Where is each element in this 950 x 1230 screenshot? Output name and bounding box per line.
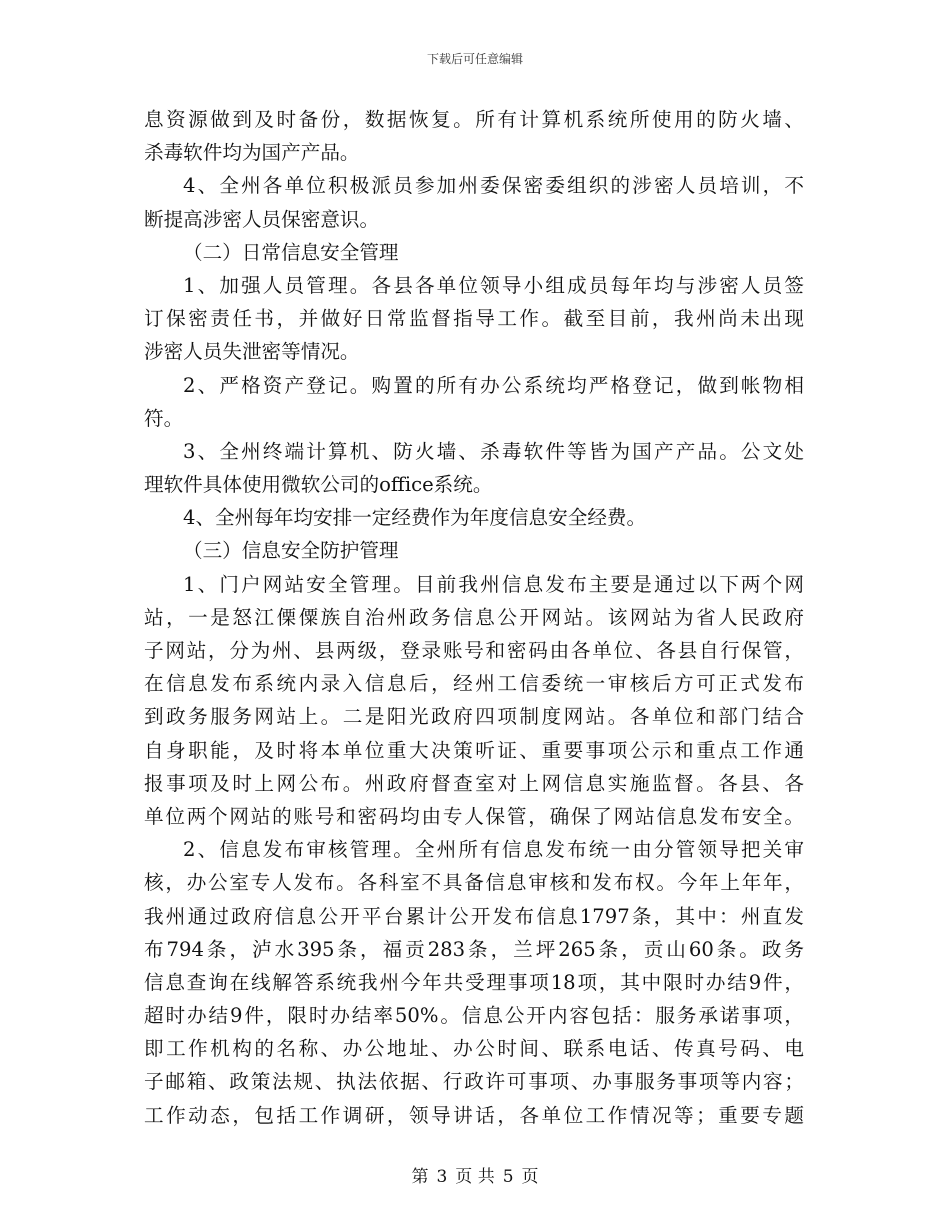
text-line: 符。 [144,406,184,430]
text-line: 单位两个网站的账号和密码均由专人保管，确保了网站信息发布安全。 [144,804,804,828]
section-heading: （三）信息安全防护管理 [183,539,399,563]
text-line: 我州通过政府信息公开平台累计公开发布信息1797条，其中：州直发 [144,904,804,928]
text-line: 自身职能，及时将本单位重大决策听证、重要事项公示和重点工作通 [144,738,804,762]
footer-mid: 页 共 [455,1167,495,1187]
document-body [144,103,804,1132]
page-number: 3 [436,1167,448,1187]
text-line: 4、全州每年均安排一定经费作为年度信息安全经费。 [183,506,647,530]
text-line: 2、信息发布审核管理。全州所有信息发布统一由分管领导把关审 [183,838,804,862]
text-line: 杀毒软件均为国产产品。 [144,141,360,165]
text-line: 4、全州各单位积极派员参加州委保密委组织的涉密人员培训，不 [183,174,804,198]
page-footer [0,1162,950,1187]
footer-suffix: 页 [521,1167,539,1187]
text-line: 到政务服务网站上。二是阳光政府四项制度网站。各单位和部门结合 [144,705,804,729]
page-header: 下载后可任意编辑 [426,52,523,66]
text-line: 核，办公室专人发布。各科室不具备信息审核和发布权。今年上年年， [144,871,804,895]
text-line: 工作动态，包括工作调研，领导讲话，各单位工作情况等；重要专题 [144,1103,804,1127]
footer-prefix: 第 [411,1167,429,1187]
text-line: 3、全州终端计算机、防火墙、杀毒软件等皆为国产产品。公文处 [183,439,804,463]
text-line: 订保密责任书，并做好日常监督指导工作。截至目前，我州尚未出现 [144,307,804,331]
text-line: 1、门户网站安全管理。目前我州信息发布主要是通过以下两个网 [183,572,804,596]
text-line: 2、严格资产登记。购置的所有办公系统均严格登记，做到帐物相 [183,373,804,397]
text-line: 子邮箱、政策法规、执法依据、行政许可事项、办事服务事项等内容； [144,1070,804,1094]
text-line: 信息查询在线解答系统我州今年共受理事项18项，其中限时办结9件， [144,970,804,994]
text-line: 即工作机构的名称、办公地址、办公时间、联系电话、传真号码、电 [144,1037,804,1061]
text-line: 断提高涉密人员保密意识。 [144,207,380,231]
text-line: 超时办结9件，限时办结率50%。信息公开内容包括：服务承诺事项， [144,1004,804,1028]
text-line: 理软件具体使用微软公司的office系统。 [144,473,493,497]
section-heading: （二）日常信息安全管理 [183,240,399,264]
text-line: 涉密人员失泄密等情况。 [144,340,360,364]
text-line: 1、加强人员管理。各县各单位领导小组成员每年均与涉密人员签 [183,273,804,297]
text-line: 布794条，泸水395条，福贡283条，兰坪265条，贡山60条。政务 [144,937,804,961]
text-line: 在信息发布系统内录入信息后，经州工信委统一审核后方可正式发布 [144,672,804,696]
text-line: 报事项及时上网公布。州政府督查室对上网信息实施监督。各县、各 [144,771,804,795]
text-line: 站，一是怒江傈僳族自治州政务信息公开网站。该网站为省人民政府 [144,605,804,629]
text-line: 息资源做到及时备份，数据恢复。所有计算机系统所使用的防火墙、 [144,108,804,131]
text-line: 子网站，分为州、县两级，登录账号和密码由各单位、各县自行保管， [144,639,804,662]
page-total: 5 [502,1167,514,1187]
